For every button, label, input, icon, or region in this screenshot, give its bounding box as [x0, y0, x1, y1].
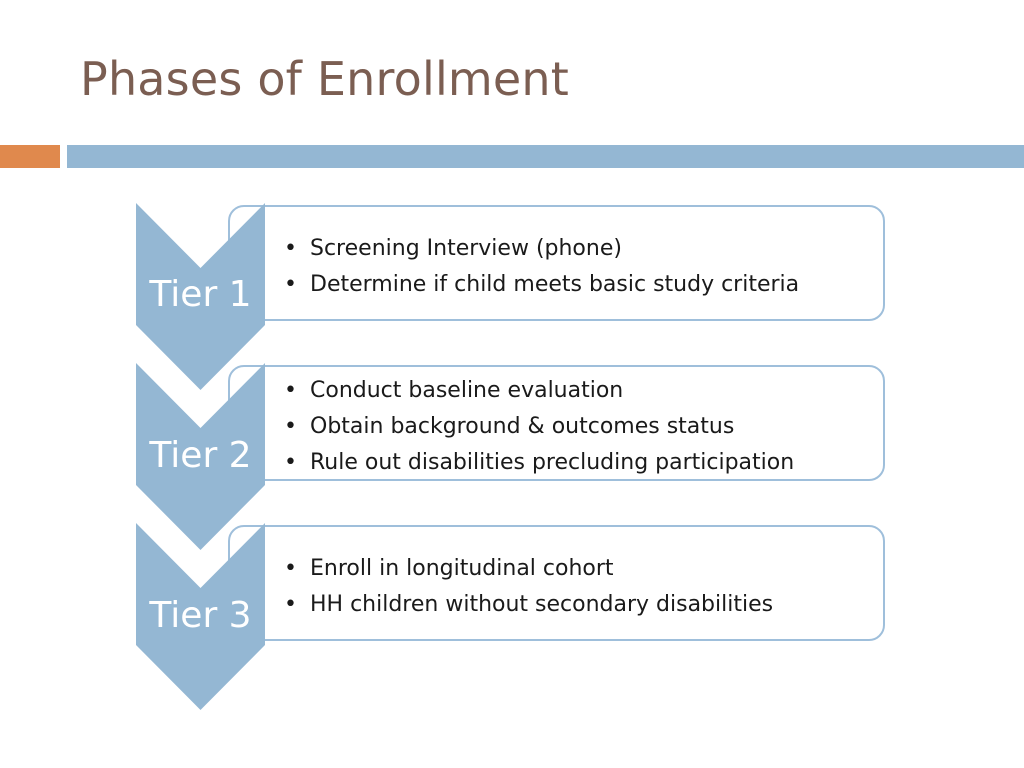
tier-1-box — [228, 205, 885, 321]
list-item: • Obtain background & outcomes status — [284, 414, 735, 439]
list-item: • HH children without secondary disabilities — [284, 592, 774, 617]
accent-bar-orange — [0, 145, 60, 168]
slide-title: Phases of Enrollment — [80, 52, 570, 106]
tier-3-list — [284, 551, 773, 623]
list-item: • Rule out disabilities precluding participation — [284, 450, 795, 475]
accent-bar-blue — [67, 145, 1024, 168]
list-item: • Determine if child meets basic study criteria — [284, 272, 800, 297]
tier-3-label: Tier 3 — [149, 595, 252, 636]
tier-1-label: Tier 1 — [149, 274, 252, 315]
tier-2-box — [228, 365, 885, 481]
list-item: • Enroll in longitudinal cohort — [284, 556, 614, 581]
tier-3-box — [228, 525, 885, 641]
tier-2-label: Tier 2 — [149, 435, 252, 476]
list-item: • Conduct baseline evaluation — [284, 378, 624, 403]
list-item: • Screening Interview (phone) — [284, 236, 622, 261]
tier-1-list — [284, 231, 799, 303]
tier-2-list — [284, 373, 794, 481]
